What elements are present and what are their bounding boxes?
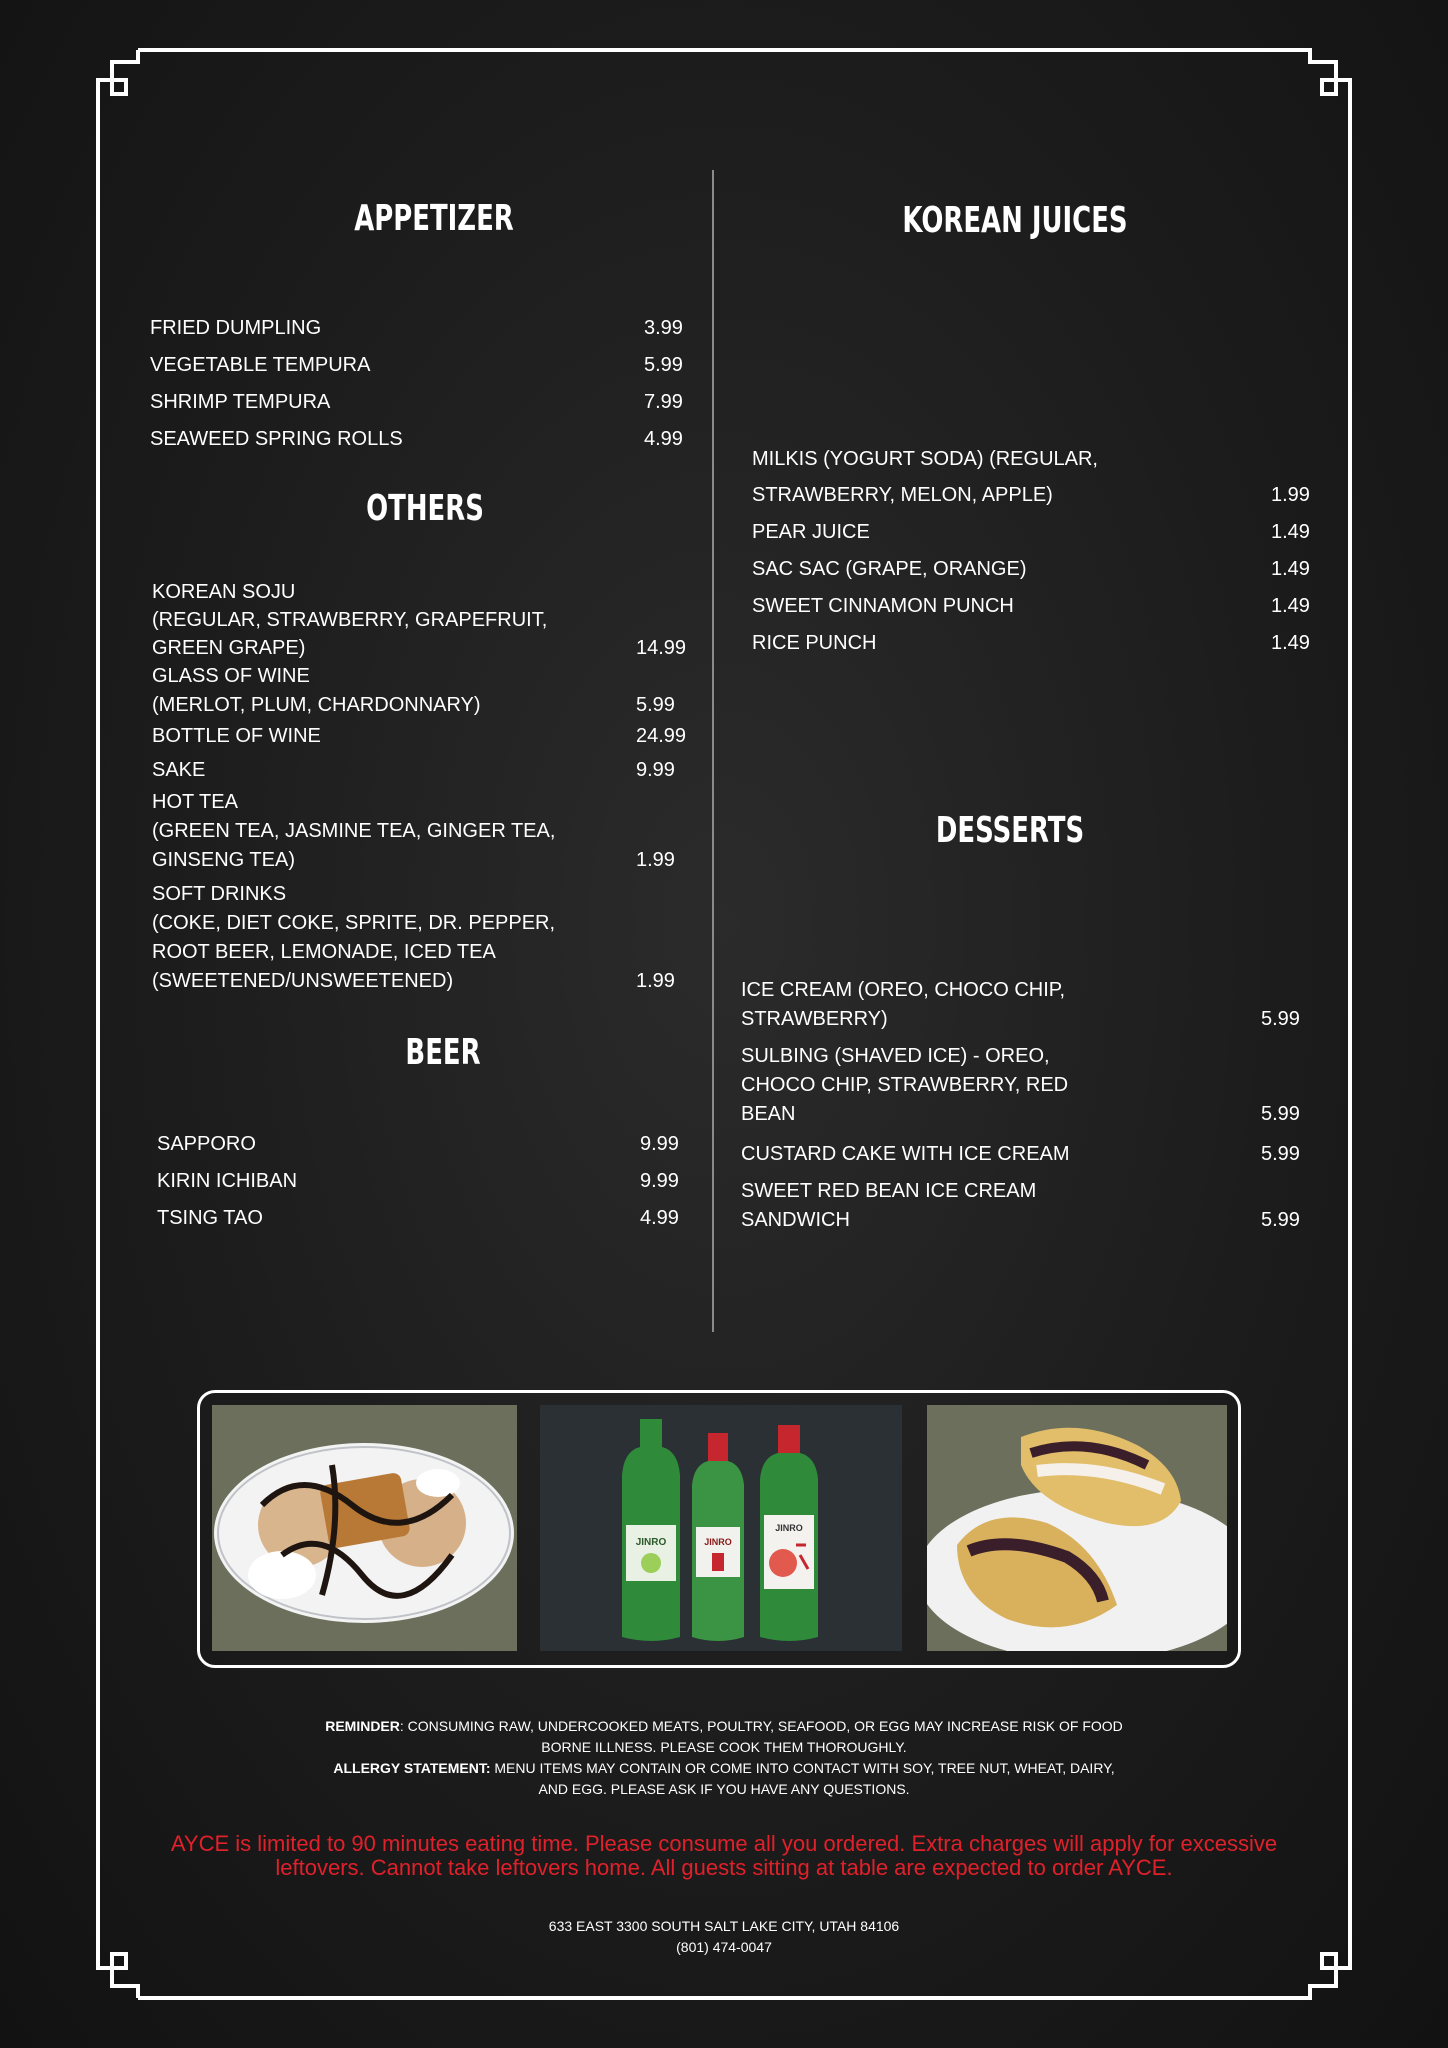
menu-item-name: KOREAN SOJU (REGULAR, STRAWBERRY, GRAPEFRUIT, GREEN GRAPE)	[152, 581, 548, 659]
allergy-text: MENU ITEMS MAY CONTAIN OR COME INTO CONTACT WITH SOY, TREE NUT, WHEAT, DAIRY, AND EGG. PLEASE ASK IF YOU HAVE ANY QUESTIONS.	[490, 1760, 1115, 1797]
menu-item-name: FRIED DUMPLING	[150, 317, 322, 339]
section-title-others: OTHERS	[366, 488, 484, 529]
menu-item-name: TSING TAO	[157, 1207, 263, 1229]
column-divider	[712, 170, 714, 1332]
menu-item-price: 5.99	[644, 354, 683, 376]
menu-item-name: SAC SAC (GRAPE, ORANGE)	[752, 558, 1027, 580]
restaurant-phone: (801) 474-0047	[676, 1939, 772, 1955]
ice-cream-plate-photo-icon	[212, 1405, 517, 1651]
menu-item-name: PEAR JUICE	[752, 521, 870, 543]
soju-bottles-photo-icon	[540, 1405, 902, 1651]
menu-item-price: 1.49	[1271, 521, 1310, 543]
menu-item-price: 5.99	[1261, 1209, 1300, 1231]
menu-item-name: SEAWEED SPRING ROLLS	[150, 428, 403, 450]
menu-item-name: VEGETABLE TEMPURA	[150, 354, 371, 376]
reminder-label: REMINDER	[325, 1718, 400, 1734]
menu-item-price: 1.49	[1271, 558, 1310, 580]
menu-item-name: CUSTARD CAKE WITH ICE CREAM	[741, 1143, 1070, 1165]
svg-text:JINRO: JINRO	[775, 1523, 803, 1533]
menu-item-price: 1.99	[636, 849, 675, 871]
menu-item-name: KIRIN ICHIBAN	[157, 1170, 298, 1192]
menu-item-name: MILKIS (YOGURT SODA) (REGULAR, STRAWBERRY, MELON, APPLE)	[752, 448, 1098, 506]
menu-item-price: 1.49	[1271, 632, 1310, 654]
menu-item-price: 5.99	[1261, 1008, 1300, 1030]
menu-item-name: SOFT DRINKS (COKE, DIET COKE, SPRITE, DR. PEPPER, ROOT BEER, LEMONADE, ICED TEA (SWEETENED/UNSWEETENED)	[152, 883, 556, 992]
section-title-appetizer: APPETIZER	[354, 198, 514, 239]
restaurant-contact	[424, 1916, 1024, 1958]
food-safety-notice	[324, 1716, 1124, 1800]
menu-item-name: BOTTLE OF WINE	[152, 725, 321, 747]
menu-item-name: HOT TEA (GREEN TEA, JASMINE TEA, GINGER TEA, GINSENG TEA)	[152, 791, 556, 871]
svg-text:JINRO: JINRO	[635, 1537, 667, 1548]
menu-item-price: 5.99	[1261, 1143, 1300, 1165]
menu-item-name: ICE CREAM (OREO, CHOCO CHIP, STRAWBERRY)	[741, 979, 1066, 1030]
reminder-text: : CONSUMING RAW, UNDERCOOKED MEATS, POULTRY, SEAFOOD, OR EGG MAY INCREASE RISK OF FOOD BORNE ILLNESS. PLEASE COOK THEM THOROUGHLY.	[399, 1718, 1123, 1755]
menu-item-name: SHRIMP TEMPURA	[150, 391, 331, 413]
red-bean-sandwich-photo-icon	[927, 1405, 1227, 1651]
menu-item-name: SULBING (SHAVED ICE) - OREO, CHOCO CHIP, STRAWBERRY, RED BEAN	[741, 1045, 1069, 1125]
menu-item-name: RICE PUNCH	[752, 632, 877, 654]
svg-text:JINRO: JINRO	[704, 1537, 732, 1547]
menu-item-price: 1.49	[1271, 595, 1310, 617]
menu-item-price: 4.99	[644, 428, 683, 450]
allergy-label: ALLERGY STATEMENT:	[333, 1760, 491, 1776]
restaurant-address: 633 EAST 3300 SOUTH SALT LAKE CITY, UTAH 84106	[548, 1918, 900, 1934]
menu-item-price: 9.99	[640, 1170, 679, 1192]
menu-item-price: 5.99	[1261, 1103, 1300, 1125]
menu-item-name: SWEET CINNAMON PUNCH	[752, 595, 1014, 617]
menu-item-price: 14.99	[636, 637, 687, 659]
menu-item-price: 7.99	[644, 391, 683, 413]
menu-item-name: SAPPORO	[157, 1133, 256, 1155]
section-title-beer: BEER	[405, 1032, 481, 1073]
menu-item-price: 24.99	[636, 725, 687, 747]
menu-item-price: 3.99	[644, 317, 683, 339]
section-title-korean-juices: KOREAN JUICES	[902, 200, 1128, 241]
menu-item-name: SAKE	[152, 759, 206, 781]
menu-item-price: 9.99	[636, 759, 675, 781]
menu-item-price: 1.99	[1271, 484, 1310, 506]
menu-item-price: 9.99	[640, 1133, 679, 1155]
ayce-policy-notice: AYCE is limited to 90 minutes eating time. Please consume all you ordered. Extra charges will apply for excessive leftovers. Cannot take leftovers home. All guests sitting at table are expected to order AYCE.	[170, 1831, 1278, 1880]
section-title-desserts: DESSERTS	[935, 810, 1085, 851]
menu-item-name: SWEET RED BEAN ICE CREAM SANDWICH	[741, 1180, 1037, 1231]
menu-item-name: GLASS OF WINE (MERLOT, PLUM, CHARDONNARY)	[152, 665, 481, 716]
menu-item-price: 1.99	[636, 970, 675, 992]
menu-item-price: 5.99	[636, 694, 675, 716]
menu-item-price: 4.99	[640, 1207, 679, 1229]
